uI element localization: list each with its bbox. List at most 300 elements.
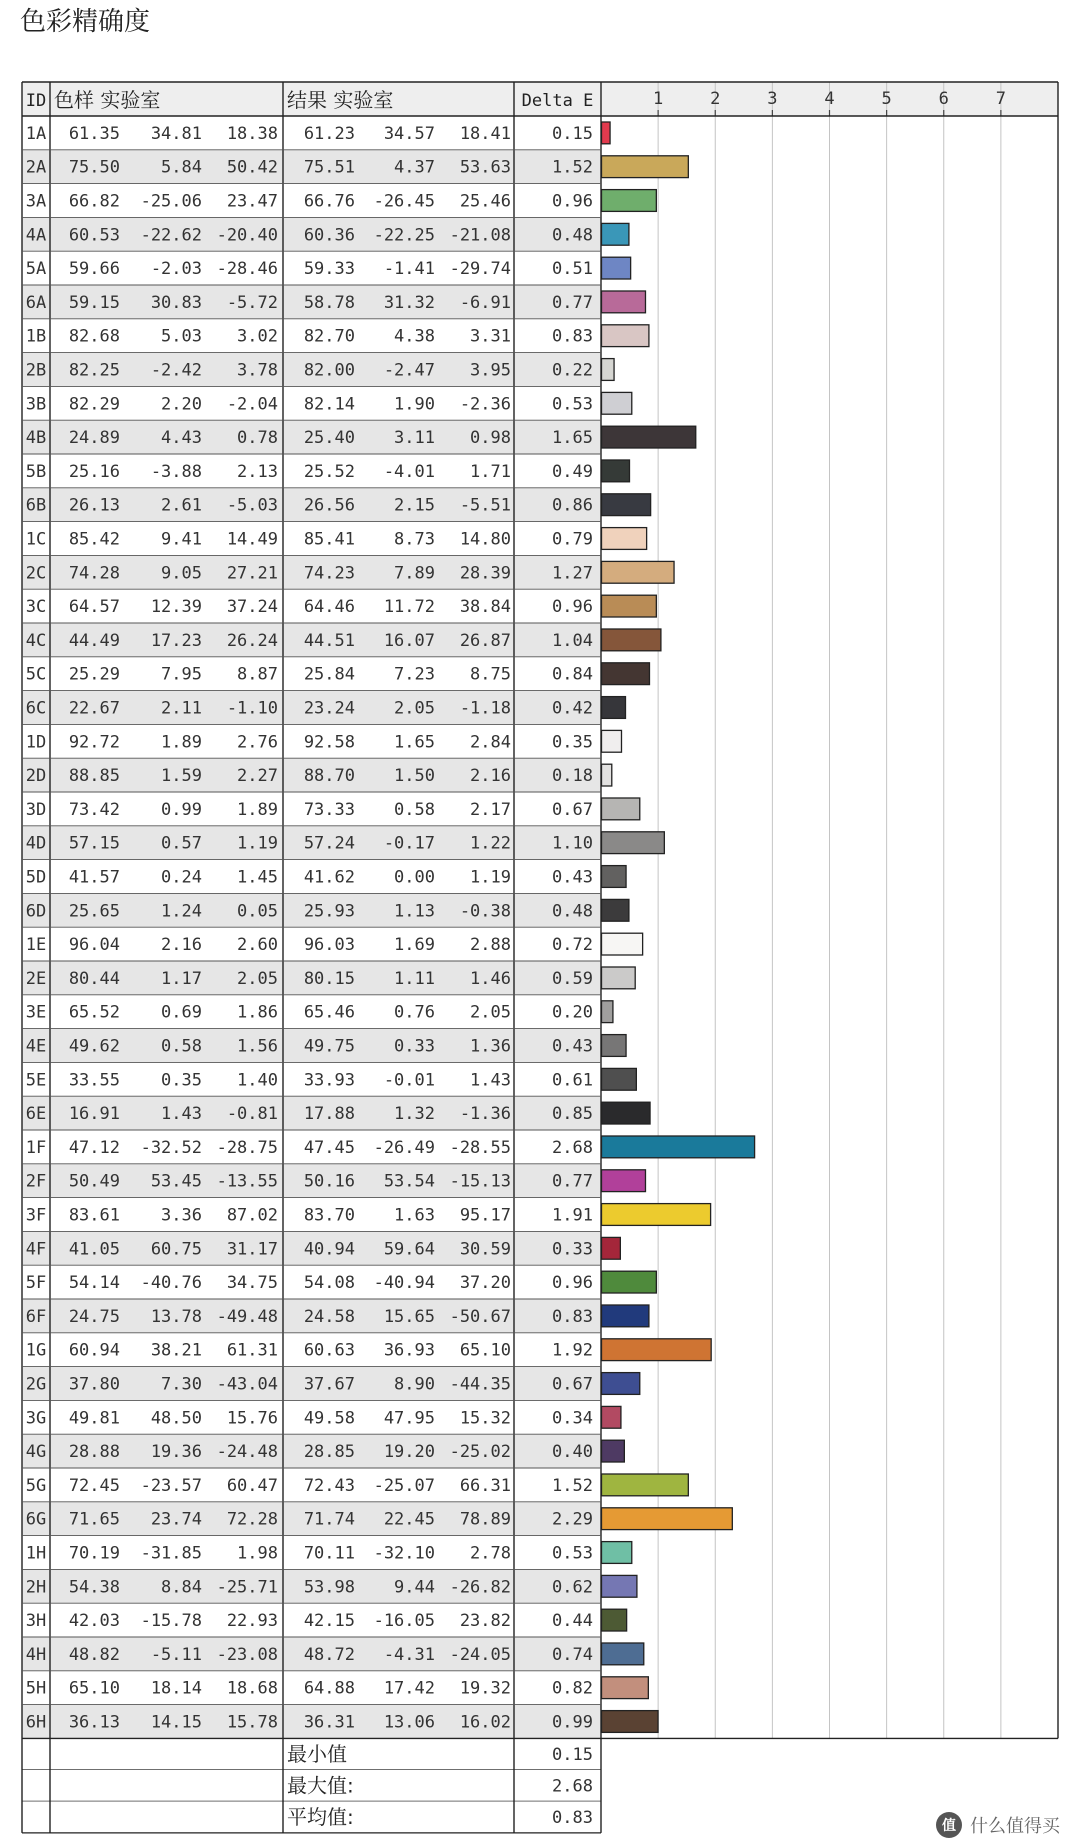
cell-sample: 1.56 [237,1036,278,1057]
cell-id: 3F [25,1205,47,1226]
cell-sample: -43.04 [216,1374,278,1395]
cell-sample: 8.87 [237,664,278,685]
cell-result: 0.76 [394,1002,435,1023]
cell-result: 1.13 [394,901,435,922]
delta-bar [602,1508,733,1530]
cell-result: 66.76 [303,191,355,212]
cell-result: -26.45 [373,191,435,212]
cell-result: 15.32 [459,1408,511,1429]
cell-result: 53.98 [303,1577,355,1598]
cell-result: 48.72 [303,1644,355,1665]
cell-sample: 41.05 [68,1239,120,1260]
watermark-text: 什么值得买 [970,1816,1060,1837]
cell-sample: 61.35 [68,123,120,144]
cell-delta: 1.52 [552,1475,593,1496]
cell-sample: 4.43 [161,428,202,449]
cell-id: 6B [25,495,47,516]
cell-delta: 0.61 [552,1070,593,1091]
cell-result: 73.33 [303,799,355,820]
delta-bar [602,595,657,617]
cell-sample: -3.88 [150,461,202,482]
cell-sample: -2.04 [226,394,278,415]
cell-result: 8.73 [394,529,435,550]
cell-result: 1.69 [394,935,435,956]
cell-result: -26.49 [373,1137,435,1158]
cell-sample: 23.74 [150,1509,202,1530]
cell-result: 92.58 [303,732,355,753]
cell-sample: 27.21 [226,563,278,584]
cell-sample: 24.75 [68,1306,120,1327]
cell-result: -0.17 [383,833,435,854]
cell-result: 49.75 [303,1036,355,1057]
delta-bar [602,629,661,651]
cell-sample: 14.15 [150,1712,202,1733]
cell-sample: 37.80 [68,1374,120,1395]
cell-sample: -28.46 [216,259,278,280]
cell-delta: 0.83 [552,326,593,347]
cell-result: 28.85 [303,1442,355,1463]
cell-delta: 0.83 [552,1306,593,1327]
cell-sample: 60.53 [68,225,120,246]
cell-result: -0.01 [383,1070,435,1091]
cell-result: 59.33 [303,259,355,280]
cell-sample: -1.10 [226,698,278,719]
cell-sample: 0.99 [161,799,202,820]
cell-result: 57.24 [303,833,355,854]
cell-sample: 0.57 [161,833,202,854]
delta-bar [602,764,612,786]
cell-id: 3D [25,799,47,820]
cell-delta: 0.48 [552,225,593,246]
cell-sample: 2.76 [237,732,278,753]
cell-id: 6G [25,1509,47,1530]
delta-bar [602,1711,659,1733]
cell-result: 2.84 [470,732,511,753]
delta-bar [602,156,689,178]
tick-label: 4 [824,89,835,109]
cell-sample: 60.94 [68,1340,120,1361]
cell-sample: 7.30 [161,1374,202,1395]
cell-delta: 0.22 [552,360,593,381]
cell-result: 1.71 [470,461,511,482]
summary-label: 最大值: [287,1773,354,1798]
cell-sample: 49.62 [68,1036,120,1057]
cell-sample: 80.44 [68,968,120,989]
cell-result: 22.45 [383,1509,435,1530]
cell-sample: -49.48 [216,1306,278,1327]
cell-sample: 2.20 [161,394,202,415]
cell-sample: 1.59 [161,766,202,787]
cell-result: -2.36 [459,394,511,415]
cell-delta: 0.77 [552,1171,593,1192]
cell-result: 13.06 [383,1712,435,1733]
cell-sample: 37.24 [226,597,278,618]
cell-result: 37.20 [459,1273,511,1294]
cell-result: 0.00 [394,867,435,888]
cell-sample: 71.65 [68,1509,120,1530]
cell-delta: 1.52 [552,157,593,178]
cell-result: 82.14 [303,394,355,415]
watermark-logo-icon: 值 [936,1812,962,1838]
cell-result: -24.05 [449,1644,511,1665]
cell-delta: 0.53 [552,1543,593,1564]
cell-sample: 50.42 [226,157,278,178]
cell-delta: 1.27 [552,563,593,584]
cell-result: 0.58 [394,799,435,820]
cell-sample: 8.84 [161,1577,202,1598]
cell-sample: -23.08 [216,1644,278,1665]
cell-sample: 17.23 [150,630,202,651]
cell-delta: 1.92 [552,1340,593,1361]
cell-sample: 2.60 [237,935,278,956]
cell-result: 64.88 [303,1678,355,1699]
cell-delta: 0.82 [552,1678,593,1699]
cell-result: 96.03 [303,935,355,956]
delta-bar [602,1474,689,1496]
cell-sample: 24.89 [68,428,120,449]
cell-sample: -23.57 [140,1475,202,1496]
cell-result: 60.63 [303,1340,355,1361]
cell-delta: 0.40 [552,1442,593,1463]
tick-label: 6 [938,89,949,109]
delta-bar [602,1542,632,1564]
cell-result: 64.46 [303,597,355,618]
cell-sample: 3.02 [237,326,278,347]
cell-sample: 25.16 [68,461,120,482]
delta-bar [602,967,636,989]
cell-sample: 3.78 [237,360,278,381]
cell-sample: 82.68 [68,326,120,347]
cell-sample: 25.65 [68,901,120,922]
cell-result: -26.82 [449,1577,511,1598]
cell-delta: 0.53 [552,394,593,415]
cell-id: 5B [25,461,47,482]
cell-sample: 18.68 [226,1678,278,1699]
cell-sample: 82.29 [68,394,120,415]
delta-bar [602,1237,621,1259]
cell-id: 3B [25,394,47,415]
cell-sample: 60.75 [150,1239,202,1260]
cell-sample: 59.66 [68,259,120,280]
cell-result: 50.16 [303,1171,355,1192]
cell-id: 2F [25,1171,47,1192]
delta-bar [602,1373,640,1395]
cell-sample: 1.40 [237,1070,278,1091]
summary-label: 最小值 [287,1742,347,1767]
cell-result: -2.47 [383,360,435,381]
cell-delta: 0.77 [552,292,593,313]
cell-result: -16.05 [373,1611,435,1632]
delta-bar [602,1136,755,1158]
cell-result: 2.05 [470,1002,511,1023]
cell-sample: 1.45 [237,867,278,888]
cell-sample: -15.78 [140,1611,202,1632]
cell-result: 19.32 [459,1678,511,1699]
cell-sample: 14.49 [226,529,278,550]
cell-result: 25.84 [303,664,355,685]
delta-bar [602,798,640,820]
cell-result: 34.57 [383,123,435,144]
cell-sample: 9.05 [161,563,202,584]
cell-id: 5G [25,1475,47,1496]
cell-result: 36.93 [383,1340,435,1361]
cell-sample: 1.89 [237,799,278,820]
cell-result: -1.18 [459,698,511,719]
delta-bar [602,933,643,955]
cell-id: 4E [25,1036,47,1057]
cell-id: 6H [25,1712,47,1733]
cell-sample: 0.78 [237,428,278,449]
cell-delta: 0.67 [552,799,593,820]
cell-sample: 92.72 [68,732,120,753]
delta-bar [602,663,650,685]
cell-result: 24.58 [303,1306,355,1327]
cell-sample: 1.17 [161,968,202,989]
cell-result: 2.78 [470,1543,511,1564]
cell-delta: 1.91 [552,1205,593,1226]
cell-sample: 82.25 [68,360,120,381]
cell-sample: 2.16 [161,935,202,956]
summary-value: 2.68 [552,1776,593,1797]
cell-sample: 59.15 [68,292,120,313]
cell-id: 3H [25,1611,47,1632]
cell-result: 0.98 [470,428,511,449]
cell-result: 25.52 [303,461,355,482]
cell-result: 2.05 [394,698,435,719]
cell-result: -4.01 [383,461,435,482]
cell-sample: 50.49 [68,1171,120,1192]
delta-bar [602,291,646,313]
cell-result: 7.23 [394,664,435,685]
delta-bar [602,1170,646,1192]
cell-result: -50.67 [449,1306,511,1327]
cell-sample: 0.35 [161,1070,202,1091]
cell-id: 1F [25,1137,47,1158]
cell-delta: 0.59 [552,968,593,989]
cell-result: 1.32 [394,1104,435,1125]
cell-id: 5D [25,867,47,888]
cell-result: 1.63 [394,1205,435,1226]
cell-delta: 0.67 [552,1374,593,1395]
cell-delta: 0.74 [552,1644,593,1665]
cell-sample: -32.52 [140,1137,202,1158]
cell-result: 61.23 [303,123,355,144]
cell-sample: -28.75 [216,1137,278,1158]
cell-sample: 22.67 [68,698,120,719]
cell-id: 6D [25,901,47,922]
cell-result: 8.90 [394,1374,435,1395]
cell-id: 2H [25,1577,47,1598]
cell-sample: 74.28 [68,563,120,584]
delta-bar [602,866,627,888]
header-delta: Delta E [521,91,594,111]
cell-result: 58.78 [303,292,355,313]
cell-sample: -2.42 [150,360,202,381]
cell-result: 85.41 [303,529,355,550]
cell-sample: 3.36 [161,1205,202,1226]
cell-result: 47.95 [383,1408,435,1429]
cell-result: 30.59 [459,1239,511,1260]
cell-sample: -25.71 [216,1577,278,1598]
cell-result: 1.22 [470,833,511,854]
cell-result: 17.42 [383,1678,435,1699]
cell-delta: 0.44 [552,1611,593,1632]
cell-sample: 15.76 [226,1408,278,1429]
cell-id: 4A [25,225,47,246]
cell-result: 66.31 [459,1475,511,1496]
cell-result: -1.41 [383,259,435,280]
cell-delta: 0.84 [552,664,593,685]
cell-result: 59.64 [383,1239,435,1260]
cell-result: 83.70 [303,1205,355,1226]
cell-delta: 0.18 [552,766,593,787]
cell-sample: 1.43 [161,1104,202,1125]
cell-result: 26.56 [303,495,355,516]
cell-id: 1B [25,326,47,347]
cell-sample: 2.11 [161,698,202,719]
cell-result: 1.50 [394,766,435,787]
cell-result: -22.25 [373,225,435,246]
tick-label: 1 [653,89,664,109]
cell-id: 4C [25,630,47,651]
cell-delta: 0.35 [552,732,593,753]
cell-result: 78.89 [459,1509,511,1530]
cell-result: 25.46 [459,191,511,212]
delta-bar [602,1339,712,1361]
cell-sample: 18.38 [226,123,278,144]
delta-bar [602,528,647,550]
tick-label: 5 [881,89,892,109]
delta-bar [602,561,675,583]
cell-result: 2.15 [394,495,435,516]
cell-id: 2A [25,157,47,178]
cell-delta: 0.99 [552,1712,593,1733]
cell-sample: 9.41 [161,529,202,550]
cell-result: 31.32 [383,292,435,313]
cell-sample: 48.50 [150,1408,202,1429]
cell-result: 25.40 [303,428,355,449]
cell-delta: 0.20 [552,1002,593,1023]
cell-result: 2.17 [470,799,511,820]
delta-bar [602,1271,657,1293]
cell-id: 6A [25,292,47,313]
cell-delta: 0.43 [552,867,593,888]
cell-result: 23.82 [459,1611,511,1632]
cell-sample: 0.58 [161,1036,202,1057]
cell-delta: 0.72 [552,935,593,956]
cell-sample: 15.78 [226,1712,278,1733]
cell-result: 53.63 [459,157,511,178]
cell-sample: -2.03 [150,259,202,280]
cell-sample: -24.48 [216,1442,278,1463]
cell-sample: -20.40 [216,225,278,246]
cell-result: 7.89 [394,563,435,584]
cell-result: 33.93 [303,1070,355,1091]
delta-bar [602,1440,625,1462]
cell-result: 71.74 [303,1509,355,1530]
cell-id: 5H [25,1678,47,1699]
cell-sample: 34.75 [226,1273,278,1294]
cell-result: -5.51 [459,495,511,516]
cell-result: 18.41 [459,123,511,144]
cell-sample: -40.76 [140,1273,202,1294]
cell-id: 3E [25,1002,47,1023]
cell-result: -44.35 [449,1374,511,1395]
cell-delta: 0.96 [552,191,593,212]
cell-sample: 7.95 [161,664,202,685]
cell-sample: 28.88 [68,1442,120,1463]
cell-sample: 33.55 [68,1070,120,1091]
cell-sample: 38.21 [150,1340,202,1361]
cell-sample: 61.31 [226,1340,278,1361]
cell-result: 74.23 [303,563,355,584]
cell-sample: -22.62 [140,225,202,246]
cell-sample: 0.05 [237,901,278,922]
cell-id: 6E [25,1104,47,1125]
cell-sample: 88.85 [68,766,120,787]
cell-sample: 44.49 [68,630,120,651]
cell-id: 4D [25,833,47,854]
delta-bar [602,122,611,144]
cell-id: 3A [25,191,47,212]
cell-sample: 26.13 [68,495,120,516]
cell-id: 3G [25,1408,47,1429]
cell-sample: -0.81 [226,1104,278,1125]
cell-result: -1.36 [459,1104,511,1125]
cell-sample: -5.72 [226,292,278,313]
header-result: 结果 实验室 [287,88,394,112]
cell-result: 1.90 [394,394,435,415]
cell-result: 53.54 [383,1171,435,1192]
cell-delta: 0.49 [552,461,593,482]
cell-id: 5C [25,664,47,685]
cell-sample: -5.03 [226,495,278,516]
cell-sample: 2.05 [237,968,278,989]
cell-delta: 0.85 [552,1104,593,1125]
cell-result: 28.39 [459,563,511,584]
delta-bar [602,223,629,245]
cell-sample: 66.82 [68,191,120,212]
cell-sample: 22.93 [226,1611,278,1632]
cell-sample: 5.84 [161,157,202,178]
cell-id: 4F [25,1239,47,1260]
cell-result: 3.95 [470,360,511,381]
cell-id: 5F [25,1273,47,1294]
cell-sample: 60.47 [226,1475,278,1496]
cell-result: 1.19 [470,867,511,888]
cell-result: 14.80 [459,529,511,550]
cell-delta: 0.79 [552,529,593,550]
tick-label: 7 [995,89,1006,109]
delta-bar [602,1406,621,1428]
cell-result: -25.02 [449,1442,511,1463]
cell-delta: 0.43 [552,1036,593,1057]
delta-bar [602,1035,627,1057]
cell-id: 5E [25,1070,47,1091]
cell-id: 2D [25,766,47,787]
cell-sample: 70.19 [68,1543,120,1564]
cell-result: 4.38 [394,326,435,347]
delta-bar [602,1204,711,1226]
cell-sample: 2.27 [237,766,278,787]
cell-result: 37.67 [303,1374,355,1395]
cell-id: 2B [25,360,47,381]
cell-sample: 41.57 [68,867,120,888]
cell-id: 1A [25,123,47,144]
cell-result: 9.44 [394,1577,435,1598]
cell-sample: 36.13 [68,1712,120,1733]
cell-sample: 83.61 [68,1205,120,1226]
